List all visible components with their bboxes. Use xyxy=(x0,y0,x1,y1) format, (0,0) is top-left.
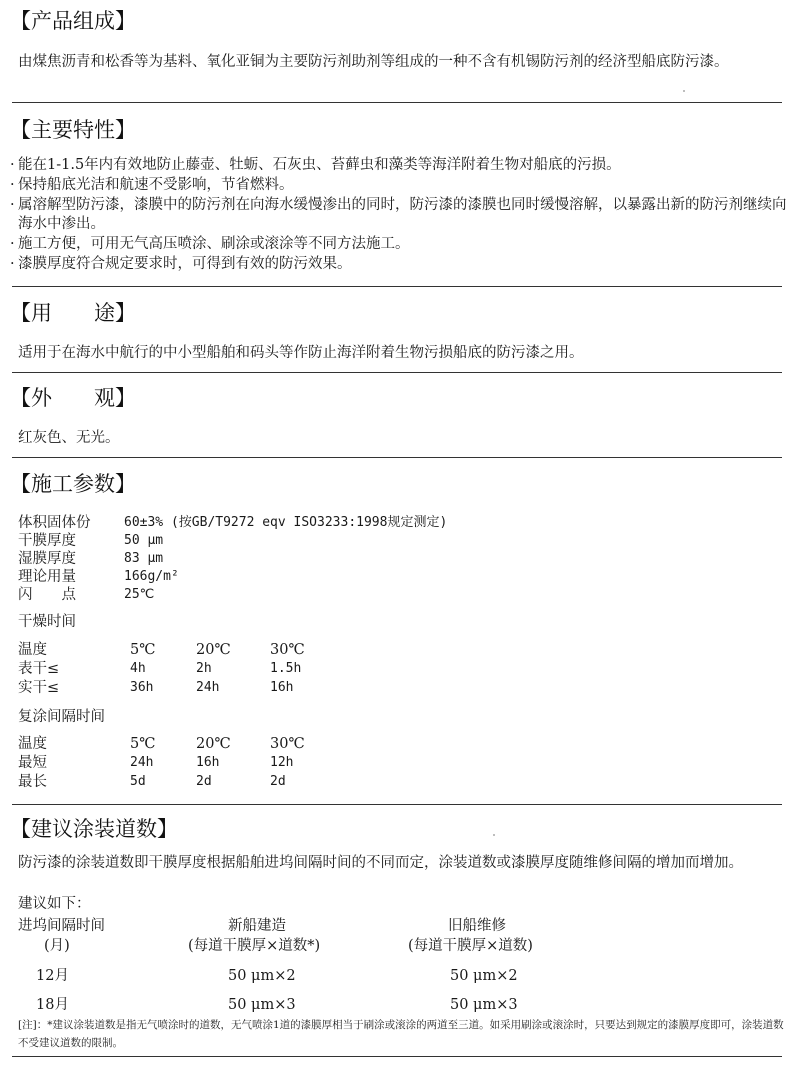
table-cell: 24h xyxy=(130,755,154,770)
coats-header-new: 新船建造 xyxy=(228,918,286,934)
table-cell: 18月 xyxy=(36,997,69,1013)
coats-text: 防污漆的涂装道数即干膜厚度根据船舶进坞间隔时间的不同而定，涂装道数或漆膜厚度随维修间隔的增加而增加。 xyxy=(18,855,743,871)
param-label: 理论用量 xyxy=(18,569,76,585)
table-cell: 20℃ xyxy=(196,736,231,752)
table-cell: 16h xyxy=(270,680,294,695)
coats-header-repair-sub: (每道干膜厚×道数) xyxy=(408,938,533,954)
divider xyxy=(12,457,782,458)
table-cell: 50 μm×2 xyxy=(228,968,296,984)
table-cell: 最长 xyxy=(18,774,47,790)
section-title-appearance: 【外 观】 xyxy=(10,386,136,410)
list-item: · 漆膜厚度符合规定要求时，可得到有效的防污效果。 xyxy=(10,255,788,275)
param-value: 60±3% (按GB/T9272 eqv ISO3233:1998规定测定) xyxy=(124,515,448,530)
table-cell: 20℃ xyxy=(196,642,231,658)
table-cell: 2h xyxy=(196,661,212,676)
scan-speck xyxy=(683,90,685,92)
table-cell: 30℃ xyxy=(270,642,305,658)
section-title-params: 【施工参数】 xyxy=(10,472,136,496)
composition-text: 由煤焦沥青和松香等为基料、氧化亚铜为主要防污剂助剂等组成的一种不含有机锡防污剂的经济型船底防污漆。 xyxy=(18,54,729,70)
table-cell: 16h xyxy=(196,755,220,770)
divider xyxy=(12,1056,782,1057)
param-value: 83 μm xyxy=(124,551,164,566)
table-cell: 50 μm×3 xyxy=(450,997,518,1013)
table-cell: 30℃ xyxy=(270,736,305,752)
table-cell: 12月 xyxy=(36,968,69,984)
footnote: [注]：*建议涂装道数是指无气喷涂时的道数，无气喷涂1道的漆膜厚相当于刷涂或滚涂的两道至三道。如采用刷涂或滚涂时，只要达到规定的漆膜厚度即可，涂装道数不受建议道数的限制。 xyxy=(18,1019,784,1049)
scan-speck xyxy=(493,834,495,836)
list-item: · 施工方便，可用无气高压喷涂、刷涂或滚涂等不同方法施工。 xyxy=(10,235,788,255)
features-list xyxy=(10,156,788,275)
param-value: 166g/m² xyxy=(124,569,179,584)
param-label: 湿膜厚度 xyxy=(18,551,76,567)
coats-header-repair: 旧船维修 xyxy=(448,918,506,934)
table-cell: 4h xyxy=(130,661,146,676)
table-cell: 5℃ xyxy=(130,642,156,658)
table-cell: 温度 xyxy=(18,642,47,658)
coats-header-new-sub: (每道干膜厚×道数*) xyxy=(188,938,321,954)
table-cell: 24h xyxy=(196,680,220,695)
coats-header-unit: (月) xyxy=(44,938,70,954)
section-title-coats: 【建议涂装道数】 xyxy=(10,817,178,841)
param-label: 体积固体份 xyxy=(18,515,91,531)
table-cell: 50 μm×3 xyxy=(228,997,296,1013)
table-cell: 最短 xyxy=(18,755,47,771)
param-label: 干膜厚度 xyxy=(18,533,76,549)
usage-text: 适用于在海水中航行的中小型船舶和码头等作防止海洋附着生物污损船底的防污漆之用。 xyxy=(18,345,584,361)
table-cell: 50 μm×2 xyxy=(450,968,518,984)
coats-header-interval: 进坞间隔时间 xyxy=(18,918,105,934)
table-cell: 5d xyxy=(130,774,146,789)
coats-intro: 建议如下： xyxy=(18,896,91,912)
divider xyxy=(12,804,782,805)
recoat-interval-title: 复涂间隔时间 xyxy=(18,709,105,725)
table-cell: 5℃ xyxy=(130,736,156,752)
list-item: · 保持船底光洁和航速不受影响，节省燃料。 xyxy=(10,176,788,196)
table-cell: 1.5h xyxy=(270,661,302,676)
param-label: 闪 点 xyxy=(18,587,76,603)
section-title-composition: 【产品组成】 xyxy=(10,9,136,33)
table-cell: 实干≤ xyxy=(18,680,60,696)
divider xyxy=(12,372,782,373)
table-cell: 12h xyxy=(270,755,294,770)
divider xyxy=(12,286,782,287)
section-title-features: 【主要特性】 xyxy=(10,118,136,142)
list-item: · 能在1-1.5年内有效地防止藤壶、牡蛎、石灰虫、苔藓虫和藻类等海洋附着生物对船底的污损。 xyxy=(10,156,788,176)
section-title-usage: 【用 途】 xyxy=(10,301,136,325)
drying-time-title: 干燥时间 xyxy=(18,614,76,630)
table-cell: 2d xyxy=(196,774,212,789)
table-cell: 温度 xyxy=(18,736,47,752)
table-cell: 2d xyxy=(270,774,286,789)
param-value: 50 μm xyxy=(124,533,164,548)
table-cell: 36h xyxy=(130,680,154,695)
param-value: 25℃ xyxy=(124,587,155,602)
appearance-text: 红灰色、无光。 xyxy=(18,430,120,446)
divider xyxy=(12,102,782,103)
list-item: · 属溶解型防污漆，漆膜中的防污剂在向海水缓慢渗出的同时，防污漆的漆膜也同时缓慢溶解，以暴露出新的防污剂继续向海水中渗出。 xyxy=(10,196,788,236)
table-cell: 表干≤ xyxy=(18,661,60,677)
